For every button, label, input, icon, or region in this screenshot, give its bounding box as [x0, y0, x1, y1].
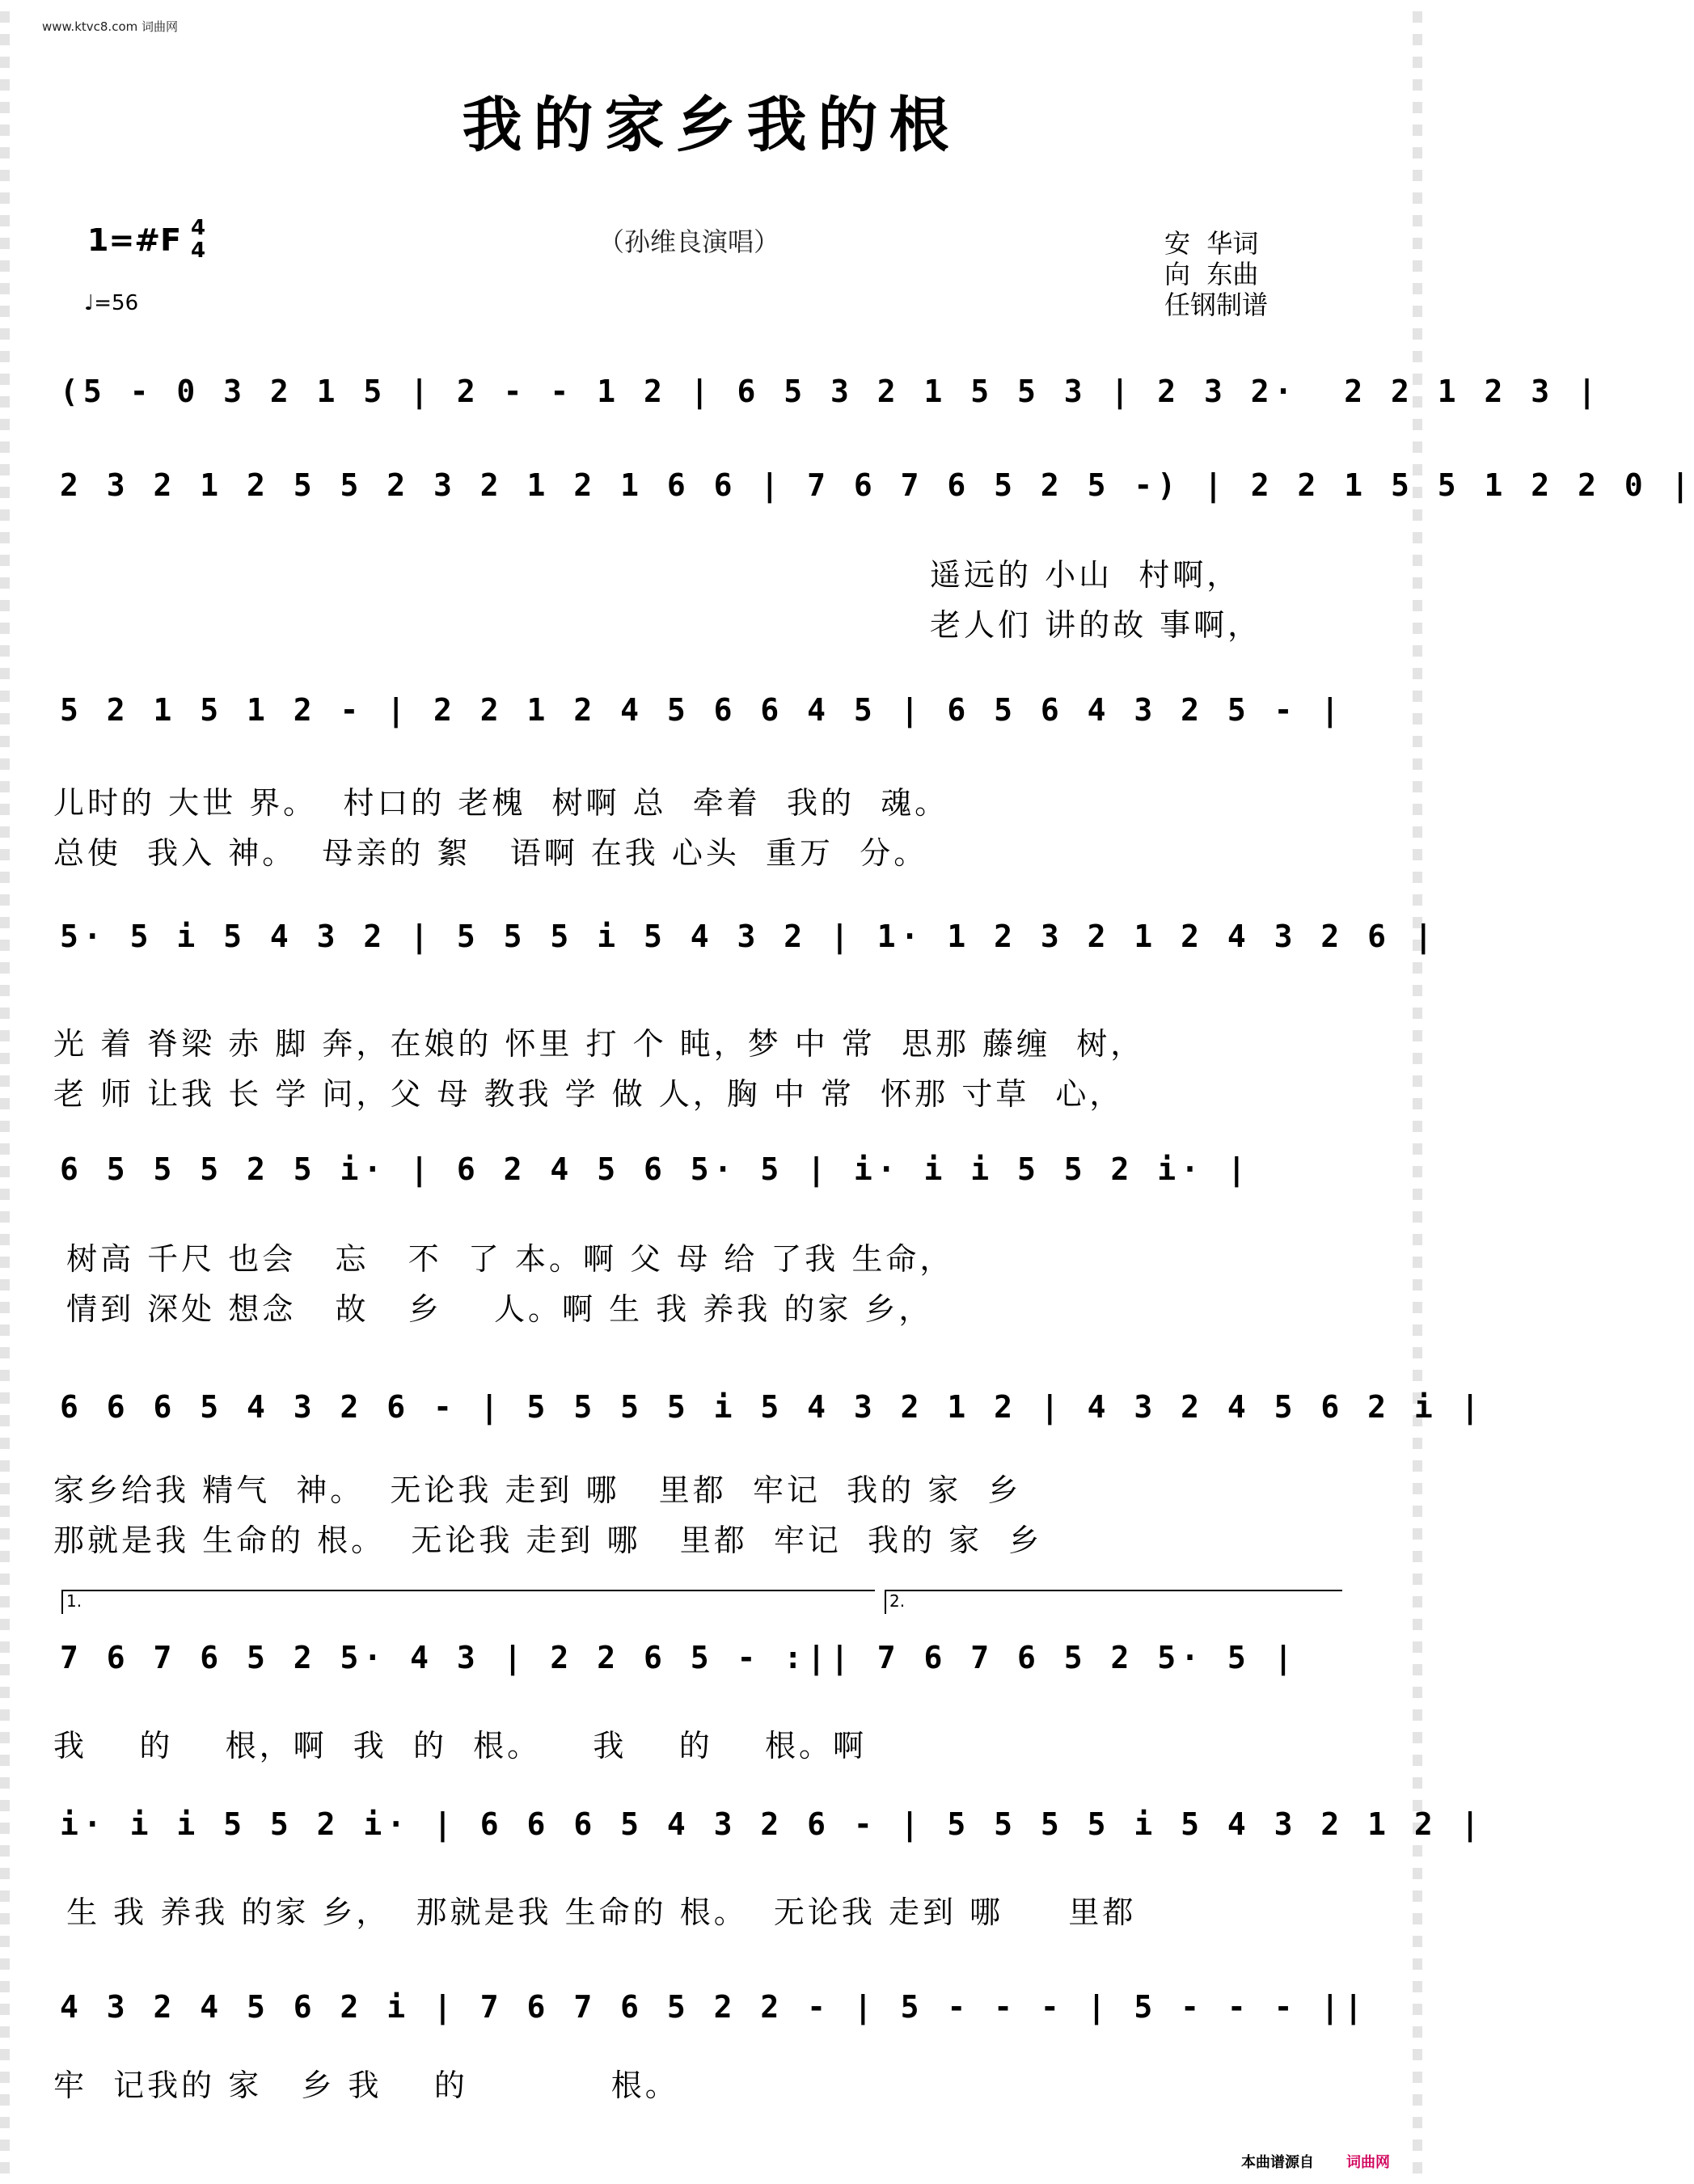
site-watermark[interactable]: www.ktvc8.com 词曲网 — [42, 19, 179, 34]
notation-system-9 — [57, 1989, 1368, 2038]
credits — [1164, 228, 1268, 320]
lyric-line: 老人们 讲的故 事啊， — [930, 607, 1262, 643]
footer-source-label: 本曲谱源自 — [1241, 2154, 1314, 2171]
notation-line: 7 6 7 6 5 2 5· 4 3 | 2 2 6 5 - :|| 7 6 7 6 5 2 5· 5 | — [60, 1640, 1298, 1675]
performer: （孙维良演唱） — [598, 226, 780, 257]
notation-line: 5· 5 i 5 4 3 2 | 5 5 5 i 5 4 3 2 | 1· 1 2 3 2 1 2 4 3 2 6 | — [60, 919, 1438, 954]
notation-system-2 — [57, 467, 1694, 516]
left-border-strip — [0, 0, 10, 2184]
time-signature-top: 4 — [191, 216, 206, 240]
tempo-marking: ♩=56 — [84, 291, 139, 315]
time-signature-bottom: 4 — [191, 239, 206, 263]
lyric-line: 老 师 让我 长 学 问，父 母 教我 学 做 人，胸 中 常 怀那 寸草 心， — [53, 1076, 1124, 1112]
notation-line: 5 2 1 5 1 2 - | 2 2 1 2 4 5 6 6 4 5 | 6 5 6 4 3 2 5 - | — [60, 692, 1345, 728]
lyric-line: 儿时的 大世 界。 村口的 老槐 树啊 总 牵着 我的 魂。 — [53, 785, 949, 821]
notation-line: 6 6 6 5 4 3 2 6 - | 5 5 5 5 i 5 4 3 2 1 2 | 4 3 2 4 5 6 2 i | — [60, 1389, 1485, 1425]
lyric-line: 我 的 根，啊 我 的 根。 我 的 根。啊 — [53, 1728, 868, 1764]
notation-line: 2 3 2 1 2 5 5 2 3 2 1 2 1 6 6 | 7 6 7 6 5 2 5 -) | 2 2 1 5 5 1 2 2 0 | — [60, 467, 1694, 503]
notation-system-1 — [57, 374, 1601, 422]
lyric-line: 情到 深处 想念 故 乡 人。啊 生 我 养我 的家 乡， — [53, 1291, 933, 1327]
lyric-line: 光 着 脊梁 赤 脚 奔，在娘的 怀里 打 个 盹，梦 中 常 思那 藤缠 树， — [53, 1026, 1145, 1062]
notation-system-5 — [57, 1151, 1350, 1200]
right-border-strip — [1413, 0, 1422, 2184]
second-ending-label: 2. — [889, 1591, 906, 1611]
first-ending-bracket — [61, 1590, 875, 1614]
lyric-line: 生 我 养我 的家 乡， 那就是我 生命的 根。 无论我 走到 哪 里都 — [53, 1895, 1137, 1930]
lyric-line: 牢 记我的 家 乡 我 的 根。 — [53, 2068, 679, 2103]
notation-system-4 — [57, 919, 1438, 967]
notation-system-8 — [57, 1806, 1485, 1855]
notation-system-7 — [57, 1640, 1350, 1688]
notation-system-6 — [57, 1389, 1485, 1438]
lyric-line: 总使 我入 神。 母亲的 絮 语啊 在我 心头 重万 分。 — [53, 835, 928, 871]
first-ending-label: 1. — [66, 1591, 82, 1611]
footer-brand-link[interactable]: 词曲网 — [1346, 2154, 1390, 2171]
time-signature — [191, 217, 205, 262]
notation-line: 6 5 5 5 2 5 i· | 6 2 4 5 6 5· 5 | i· i i 5 5 2 i· | — [60, 1151, 1251, 1187]
lyricist-credit: 安 华词 — [1164, 228, 1259, 259]
second-ending-bracket — [885, 1590, 1342, 1614]
lyric-line: 遥远的 小山 村啊， — [930, 557, 1241, 593]
notation-line: (5 - 0 3 2 1 5 | 2 - - 1 2 | 6 5 3 2 1 5 5 3 | 2 3 2· 2 2 1 2 3 | — [60, 374, 1601, 409]
source-footer — [1241, 2151, 1390, 2172]
notation-line: 4 3 2 4 5 6 2 i | 7 6 7 6 5 2 2 - | 5 - - - | 5 - - - || — [60, 1989, 1368, 2025]
notation-system-3 — [57, 692, 1350, 741]
notation-line: i· i i 5 5 2 i· | 6 6 6 5 4 3 2 6 - | 5 5 5 5 i 5 4 3 2 1 2 | — [60, 1806, 1485, 1842]
key-signature: 1=#F — [87, 222, 182, 258]
transcriber-credit: 任钢制谱 — [1164, 289, 1269, 320]
composer-credit: 向 东曲 — [1164, 259, 1259, 289]
song-title: 我的家乡我的根 — [462, 91, 961, 160]
lyric-line: 家乡给我 精气 神。 无论我 走到 哪 里都 牢记 我的 家 乡 — [53, 1472, 1022, 1508]
lyric-line: 那就是我 生命的 根。 无论我 走到 哪 里都 牢记 我的 家 乡 — [53, 1523, 1043, 1558]
lyric-line: 树高 千尺 也会 忘 不 了 本。啊 父 母 给 了我 生命， — [53, 1241, 954, 1277]
